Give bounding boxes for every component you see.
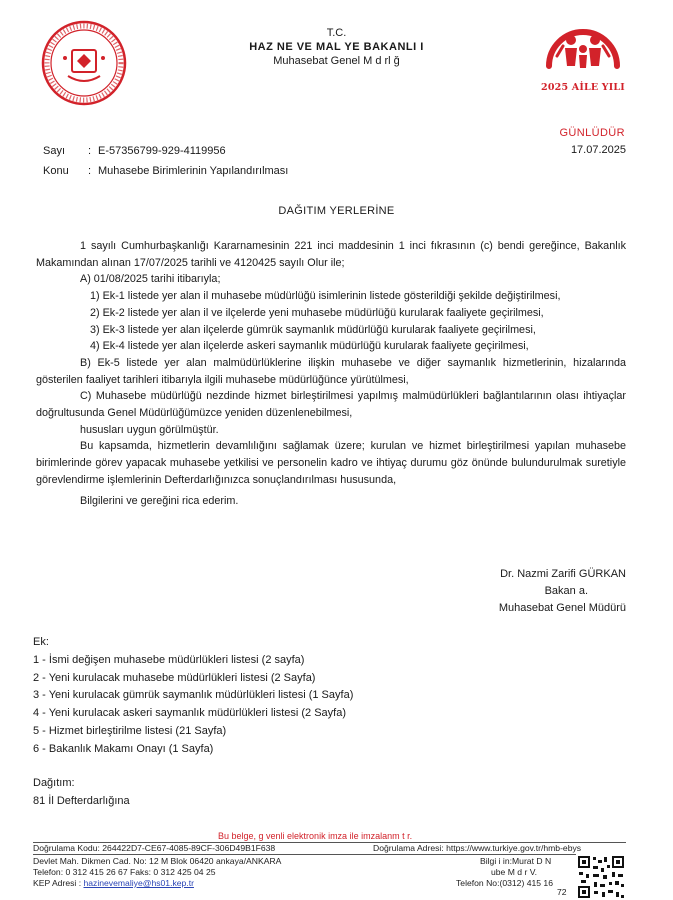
body-paragraph: Bu kapsamda, hizmetlerin devamlılığını sağlamak üzere; kurulan ve hizmet birleştirilmesi yapılan muhasebe birimlerinde görev yapacak muhasebe yetkilisi ve personelin kadro ve ihtiyaç durumu göz önünde bulundurulmak suretiyle görevlendirme işlemlerinin Defterdarlığınızca sonuçlandırılması hususunda, <box>36 440 626 486</box>
body-paragraph: 3) Ek-3 listede yer alan ilçelerde gümrük saymanlık müdürlüğü kurularak faaliyete geçirilmesi, <box>90 323 536 336</box>
contact-person: Bilgi i in:Murat D N <box>480 856 552 866</box>
kep-label: KEP Adresi : <box>33 878 82 888</box>
body-paragraph: B) Ek-5 listede yer alan malmüdürlüklerine ilişkin muhasebe ve diğer saymanlık hizmetlerinin, hizalarında gösterilen faaliyet tarihleri itibarıyla ilgili muhasebe müdürlüğünce yürütülmesi, <box>36 356 626 386</box>
sayi-colon: : <box>88 145 92 157</box>
letter-body <box>36 238 626 509</box>
list-item: 5 - Hizmet birleştirilme listesi (21 Sayfa) <box>33 724 227 737</box>
sayi-label: Sayı <box>43 145 66 157</box>
konu-row <box>43 165 288 177</box>
family-icon <box>537 16 629 82</box>
list-item: 3 - Yeni kurulacak gümrük saymanlık müdürlükleri listesi (1 Sayfa) <box>33 689 354 702</box>
distribution-block <box>33 774 130 810</box>
footer-divider <box>33 854 626 855</box>
gunludur-label: GÜNLÜDÜR <box>559 127 625 139</box>
konu-colon: : <box>88 165 92 177</box>
ministry-seal-icon <box>41 20 127 106</box>
body-paragraph: hususları uygun görülmüştür. <box>80 423 219 436</box>
verification-code: Doğrulama Kodu: 264422D7-CE67-4085-89CF-306D49B1F638 <box>33 843 276 853</box>
kep-row <box>33 878 194 888</box>
body-paragraph: 1 sayılı Cumhurbaşkanlığı Kararnamesinin 221 inci maddesinin 1 inci fıkrasının (c) bendi gereğince, Bakanlık Makamından alınan 17/07/2025 tarihli ve 4120425 sayılı Olur ile; <box>36 240 626 269</box>
verification-address: Doğrulama Adresi: https://www.turkiye.gov.tr/hmb-ebys <box>373 843 582 853</box>
body-paragraph: C) Muhasebe müdürlüğü nezdinde hizmet birleştirilmesi yapılmış malmüdürlükleri bağlantılarının olası ihtiyaçlar doğrultusunda Genel Müdürlüğümüzce yeniden düzenlenebilmesi, <box>36 390 626 420</box>
distribution-title: DAĞITIM YERLERİNE <box>278 205 395 217</box>
signature-block <box>499 566 626 617</box>
signer-title: Bakan a. <box>544 585 588 597</box>
header-ministry: HAZ NE VE MAL YE BAKANLI I <box>249 41 424 53</box>
signer-position: Muhasebat Genel Müdürü <box>498 602 626 614</box>
e-signature-note: Bu belge, g venli elektronik imza ile imzalanm t r. <box>218 831 413 841</box>
sayi-value: E-57356799-929-4119956 <box>98 145 226 157</box>
distribution-value: 81 İl Defterdarlığına <box>33 795 130 807</box>
list-item: 2 - Yeni kurulacak muhasebe müdürlükleri listesi (2 Sayfa) <box>33 671 316 684</box>
konu-label: Konu <box>43 165 69 177</box>
kep-address-link[interactable]: hazinevemaliye@hs01.kep.tr <box>83 878 194 888</box>
aile-yili-text: 2025 AİLE YILI <box>541 82 625 93</box>
telephone-number: Telefon No:(0312) 415 16 <box>456 878 553 888</box>
sayi-row <box>43 145 226 157</box>
distribution-label: Dağıtım: <box>33 777 75 789</box>
page-number: 72 <box>557 887 567 897</box>
branch-manager: ube M d r V. <box>491 867 538 877</box>
body-paragraph: 1) Ek-1 listede yer alan il muhasebe müdürlüğü isimlerinin listede gösterildiği şekilde değiştirilmesi, <box>90 290 561 303</box>
body-paragraph: Bilgilerini ve gereğini rica ederim. <box>80 494 239 507</box>
header-directorate: Muhasebat Genel M d rl ğ <box>273 55 400 67</box>
qr-code-icon <box>576 854 626 900</box>
list-item: 1 - İsmi değişen muhasebe müdürlükleri listesi (2 sayfa) <box>33 653 305 666</box>
list-item: 6 - Bakanlık Makamı Onayı (1 Sayfa) <box>33 742 214 755</box>
list-item: 4 - Yeni kurulacak askeri saymanlık müdürlükleri listesi (2 Sayfa) <box>33 707 347 720</box>
konu-value: Muhasebe Birimlerinin Yapılandırılması <box>98 165 289 177</box>
attachments-list <box>33 634 353 759</box>
attachments-label: Ek: <box>33 636 49 648</box>
document-header <box>200 26 473 68</box>
aile-yili-logo <box>537 16 629 104</box>
document-date: 17.07.2025 <box>570 144 626 156</box>
body-paragraph: 4) Ek-4 listede yer alan ilçelerde askeri saymanlık müdürlüğü kurularak faaliyete geçirilmesi, <box>90 340 529 353</box>
signer-name: Dr. Nazmi Zarifi GÜRKAN <box>500 568 626 580</box>
body-paragraph: A) 01/08/2025 tarihi itibarıyla; <box>80 273 221 286</box>
institution-address: Devlet Mah. Dikmen Cad. No: 12 M Blok 06420 ankaya/ANKARA <box>33 856 282 866</box>
body-paragraph: 2) Ek-2 listede yer alan il ve ilçelerde yeni muhasebe müdürlüğü kurularak faaliyete geçirilmesi, <box>90 306 544 319</box>
header-tc: T.C. <box>326 27 347 39</box>
phone-fax: Telefon: 0 312 415 26 67 Faks: 0 312 425 04 25 <box>33 867 216 877</box>
